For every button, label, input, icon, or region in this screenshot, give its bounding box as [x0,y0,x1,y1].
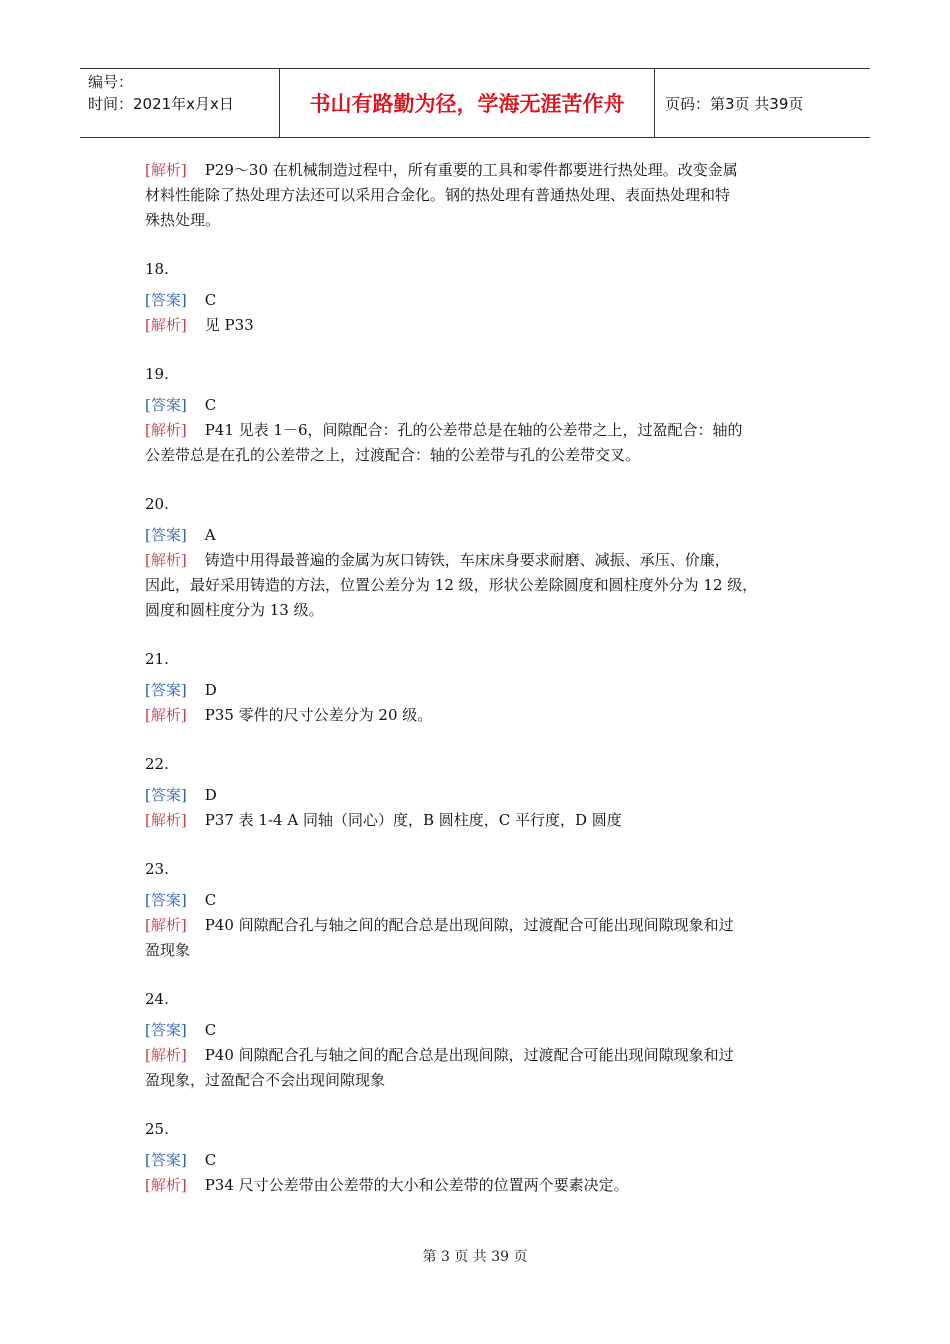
analysis-line [145,913,825,938]
question-item [145,857,825,963]
analysis-tag: [解析] [145,1176,187,1194]
analysis-text: 因此，最好采用铸造的方法，位置公差分为 12 级，形状公差除圆度和圆柱度外分为 12 级， [145,576,758,594]
question-item [145,647,825,728]
analysis-line [145,313,825,338]
analysis-line [145,703,825,728]
analysis-text: 盈现象 [145,941,191,959]
answer-tag: [答案] [145,291,187,309]
analysis-tag: [解析] [145,706,187,724]
question-number: 18. [145,260,169,278]
answer-tag: [答案] [145,891,187,909]
header-meta [80,69,280,137]
answer-line [145,678,825,703]
question-item [145,362,825,468]
analysis-text: P35 零件的尺寸公差分为 20 级。 [204,706,433,724]
answer-value: C [204,1021,217,1039]
question-item [145,492,825,623]
answer-value: D [204,786,217,804]
analysis-line [145,418,825,443]
answer-tag: [答案] [145,1021,187,1039]
analysis-line [145,1043,825,1068]
question-list [145,257,825,1198]
question-number: 23. [145,860,169,878]
question-number: 25. [145,1120,169,1138]
analysis-line [145,548,825,573]
answer-line [145,393,825,418]
page-footer: 第 3 页 共 39 页 [422,1249,528,1265]
analysis-tag: [解析] [145,811,187,829]
analysis-tag: [解析] [145,1046,187,1064]
answer-line [145,888,825,913]
question-number: 20. [145,495,169,513]
analysis-tag: [解析] [145,916,187,934]
question-number: 24. [145,990,169,1008]
document-body [145,158,825,1198]
answer-line [145,1018,825,1043]
analysis-text: 公差带总是在孔的公差带之上，过渡配合：轴的公差带与孔的公差带交叉。 [145,446,641,464]
answer-value: D [204,681,217,699]
question-item [145,987,825,1093]
question-number: 22. [145,755,169,773]
analysis-tag: [解析] [145,551,187,569]
answer-line [145,288,825,313]
question-item [145,752,825,833]
analysis-text: 铸造中用得最普遍的金属为灰口铸铁，车床床身要求耐磨、减振、承压、价廉， [204,551,730,569]
page-header [80,68,870,138]
answer-value: C [204,1151,217,1169]
time-label: 时间：2021年x月x日 [88,95,234,113]
analysis-tag: [解析] [145,316,187,334]
analysis-text: P37 表 1-4 A 同轴（同心）度，B 圆柱度，C 平行度，D 圆度 [204,811,622,829]
analysis-text: 殊热处理。 [145,211,221,229]
analysis-text: 材料性能除了热处理方法还可以采用合金化。钢的热处理有普通热处理、表面热处理和特 [145,186,731,204]
answer-line [145,523,825,548]
answer-tag: [答案] [145,681,187,699]
analysis-text: P41 见表 1－6，间隙配合：孔的公差带总是在轴的公差带之上，过盈配合：轴的 [204,421,743,439]
analysis-text: 盈现象，过盈配合不会出现间隙现象 [145,1071,386,1089]
number-label: 编号： [88,73,134,91]
analysis-tag: [解析] [145,421,187,439]
question-item [145,257,825,338]
question-number: 19. [145,365,169,383]
analysis-text: P40 间隙配合孔与轴之间的配合总是出现间隙，过渡配合可能出现间隙现象和过 [204,916,734,934]
analysis-text: P34 尺寸公差带由公差带的大小和公差带的位置两个要素决定。 [204,1176,629,1194]
intro-analysis [145,158,825,233]
analysis-line [145,1173,825,1198]
answer-value: A [204,526,216,544]
answer-value: C [204,291,217,309]
answer-line [145,1148,825,1173]
answer-tag: [答案] [145,786,187,804]
answer-tag: [答案] [145,526,187,544]
page-info: 页码：第3页 共39页 [665,94,804,113]
answer-value: C [204,396,217,414]
answer-value: C [204,891,217,909]
answer-tag: [答案] [145,396,187,414]
question-number: 21. [145,650,169,668]
analysis-tag: [解析] [145,161,187,179]
answer-tag: [答案] [145,1151,187,1169]
analysis-text: P29～30 在机械制造过程中，所有重要的工具和零件都要进行热处理。改变金属 [204,161,738,179]
motto-title: 书山有路勤为径，学海无涯苦作舟 [280,69,655,137]
analysis-text: 圆度和圆柱度分为 13 级。 [145,601,324,619]
analysis-line [145,808,825,833]
answer-line [145,783,825,808]
question-item [145,1117,825,1198]
analysis-text: 见 P33 [204,316,254,334]
analysis-text: P40 间隙配合孔与轴之间的配合总是出现间隙，过渡配合可能出现间隙现象和过 [204,1046,734,1064]
